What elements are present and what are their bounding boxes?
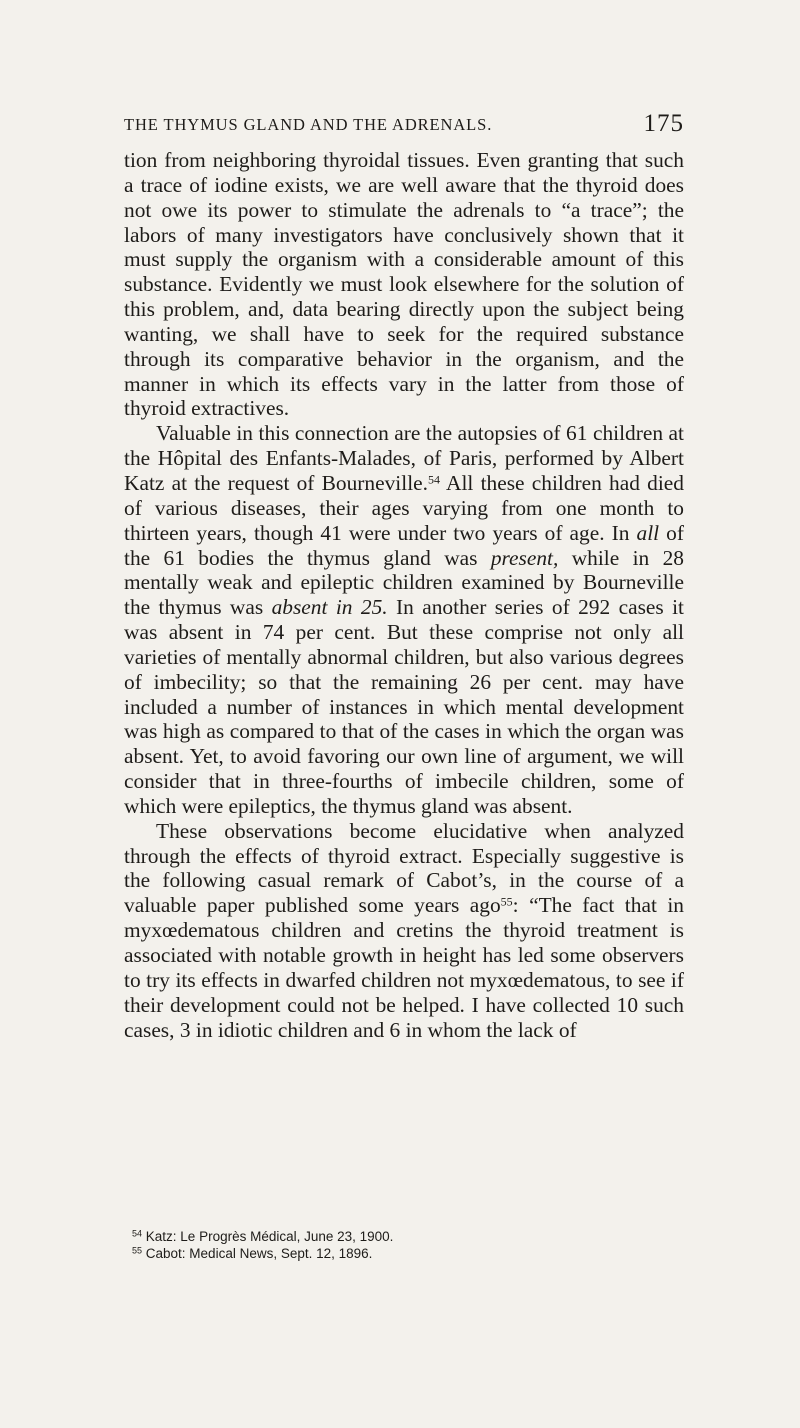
emphasis-text: all	[636, 520, 660, 545]
paragraph-text: : “The fact that in myxœdematous children and cretins the thyroid treatment is associated with notable growth in height has led some observers to try its effects in dwarfed children not myxœdematous, to see if their development could not be helped. I have collected 10 such cases, 3 in idiotic children and 6 in whom the lack of	[124, 893, 684, 1042]
footnote-number: 54	[132, 1228, 143, 1239]
footnotes	[132, 1228, 692, 1262]
footnote-number: 55	[132, 1245, 143, 1256]
paragraph-autopsies	[124, 421, 684, 819]
footnote-reference: 54	[427, 472, 440, 487]
footnote	[132, 1245, 692, 1262]
paragraph-continuation: tion from neighboring thyroidal tissues. Even granting that such a trace of iodine exists, we are well aware that the thyroid does not owe its power to stimulate the adrenals to “a trace”; the labors of many investigators have conclusively shown that it must supply the organism with a considerable amount of this substance. Evidently we must look elsewhere for the solution of this problem, and, data bearing directly upon the subject being wanting, we shall have to seek for the required substance through its comparative behavior in the organism, and the manner in which its effects vary in the latter from those of thyroid extractives.	[124, 148, 684, 421]
page-header	[124, 110, 684, 137]
emphasis-text: absent in 25.	[271, 595, 388, 620]
paragraph-text: These observations become elucidative when analyzed through the effects of thyroid extract. Especially suggestive is the following casual remark of Cabot’s, in the course of a valuable paper published some years ago	[124, 818, 684, 918]
paragraph-text: Valuable in this connection are the autopsies of 61 children at the Hôpital des Enfants-Malades, of Paris, performed by Albert Katz at the request of Bourneville.	[124, 421, 684, 495]
footnote-text: Katz: Le Progrès Médical, June 23, 1900.	[145, 1229, 394, 1244]
paragraph-observations	[124, 819, 684, 1043]
body-text	[124, 148, 684, 1042]
paragraph-text: of the 61 bodies the thymus gland was	[124, 520, 684, 570]
paragraph-text: while in 28 mentally weak and epileptic children examined by Bourneville the thymus was	[124, 545, 684, 620]
footnote-reference: 55	[500, 894, 513, 909]
paragraph-text: In another series of 292 cases it was absent in 74 per cent. But these comprise not only all varieties of mentally abnormal children, but also various degrees of imbecility; so that the remaining 26 per cent. may have included a number of instances in which mental development was high as compared to that of the cases in which the organ was absent. Yet, to avoid favoring our own line of argument, we will consider that in three-fourths of imbecile children, some of which were epileptics, the thymus gland was absent.	[124, 595, 684, 818]
footnote	[132, 1228, 692, 1245]
emphasis-text: present,	[490, 545, 559, 570]
footnote-text: Cabot: Medical News, Sept. 12, 1896.	[145, 1246, 373, 1261]
paragraph-text: All these children had died of various diseases, their ages varying from one month to thirteen years, though 41 were under two years of age. In	[124, 470, 684, 545]
running-head: THE THYMUS GLAND AND THE ADRENALS.	[124, 115, 493, 134]
page-number: 175	[643, 110, 684, 137]
